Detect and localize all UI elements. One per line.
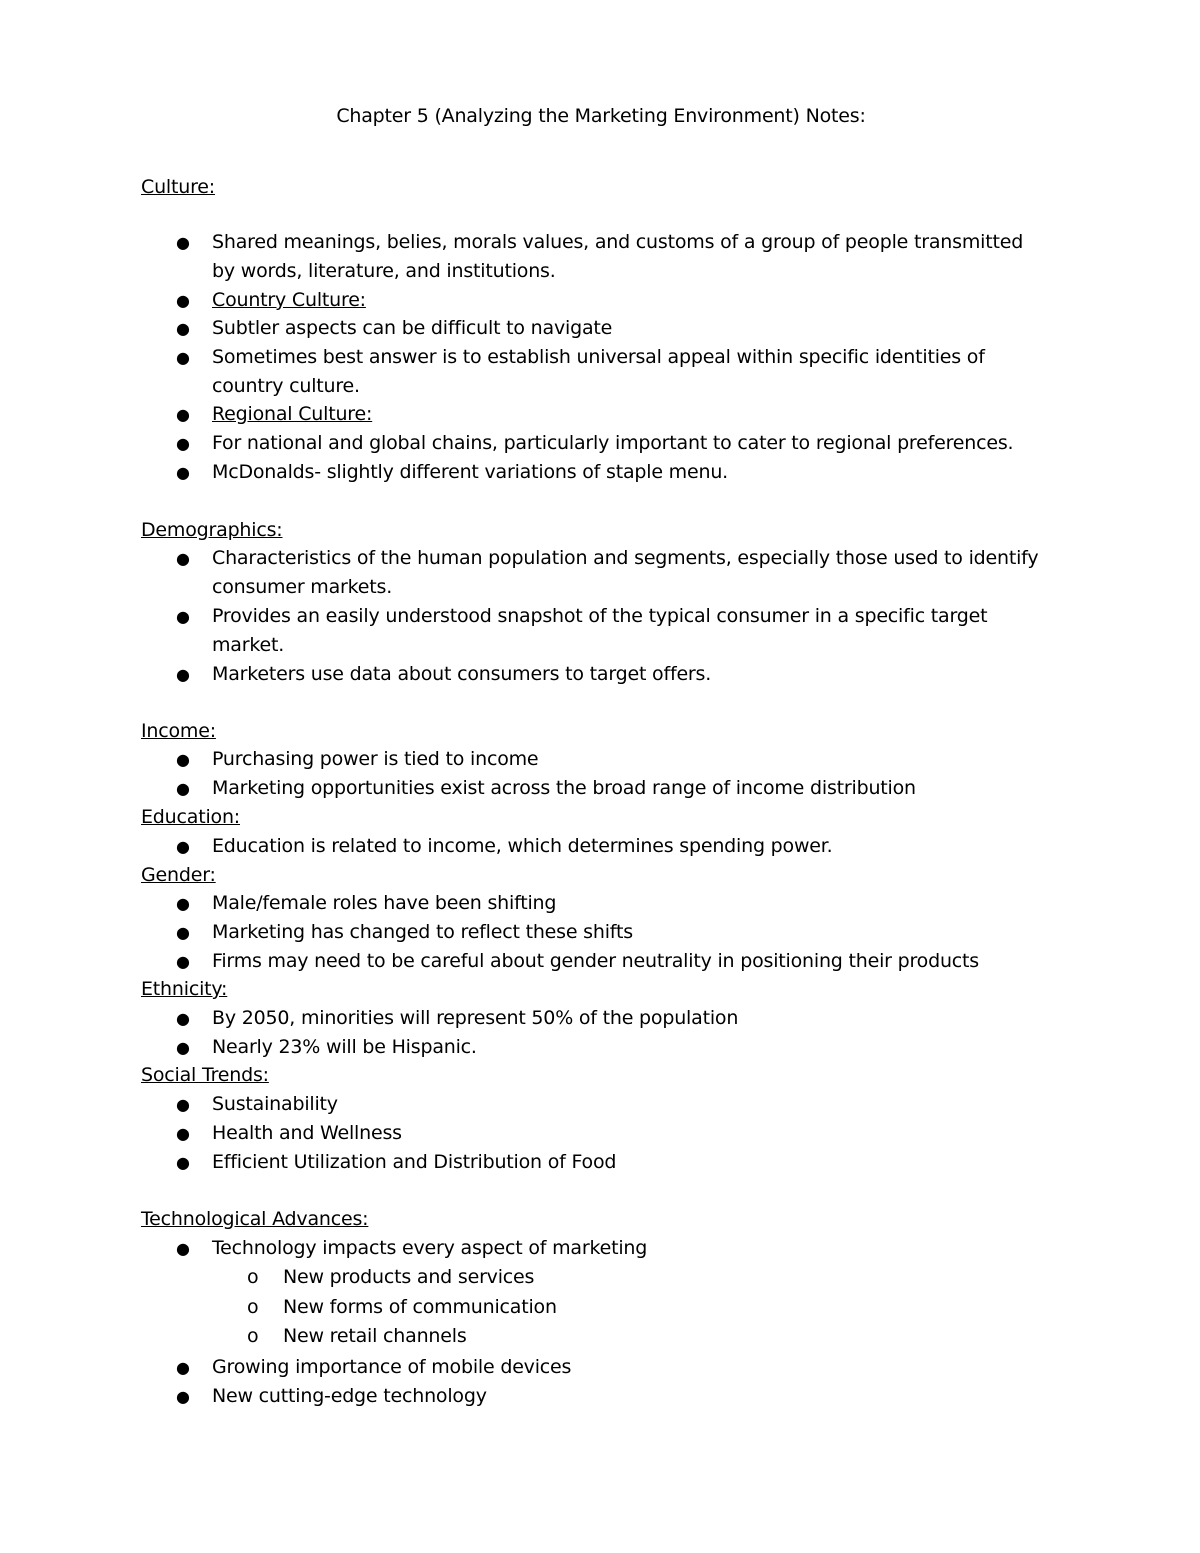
section-heading-culture: Culture:	[141, 176, 215, 198]
bullet-icon: ●	[176, 1124, 190, 1143]
list-item-text: Education is related to income, which determines spending power.	[212, 835, 833, 857]
list-item-text: Firms may need to be careful about gender neutrality in positioning their products	[212, 950, 979, 972]
bullet-icon: ●	[176, 607, 190, 626]
bullet-icon: ●	[176, 291, 190, 310]
bullet-icon: ●	[176, 434, 190, 453]
list-item-text: Subtler aspects can be difficult to navigate	[212, 317, 613, 339]
list-item-text: country culture.	[212, 375, 360, 397]
section-heading-demographics: Demographics:	[141, 519, 283, 541]
list-item-text: market.	[212, 634, 285, 656]
list-item-text: Shared meanings, belies, morals values, and customs of a group of people transmitted	[212, 231, 1024, 253]
list-item-text: Provides an easily understood snapshot of the typical consumer in a specific target	[212, 605, 988, 627]
list-item-text: Marketers use data about consumers to target offers.	[212, 663, 712, 685]
list-item-text: New cutting-edge technology	[212, 1385, 487, 1407]
list-item-text: by words, literature, and institutions.	[212, 260, 556, 282]
list-item-text: consumer markets.	[212, 576, 393, 598]
list-item-text: Purchasing power is tied to income	[212, 748, 539, 770]
list-item-text: Nearly 23% will be Hispanic.	[212, 1036, 477, 1058]
bullet-icon: ●	[176, 894, 190, 913]
bullet-icon: ●	[176, 1387, 190, 1406]
section-heading-income: Income:	[141, 720, 216, 742]
list-item-text: McDonalds- slightly different variations of staple menu.	[212, 461, 728, 483]
section-heading-ethnicity: Ethnicity:	[141, 978, 228, 1000]
list-item-text: Efficient Utilization and Distribution of Food	[212, 1151, 617, 1173]
sub-bullet-icon: o	[247, 1266, 259, 1288]
section-heading-education: Education:	[141, 806, 240, 828]
section-heading-social-trends: Social Trends:	[141, 1064, 269, 1086]
subheading-country-culture: Country Culture:	[212, 289, 366, 311]
list-item-text: For national and global chains, particularly important to cater to regional preferences.	[212, 432, 1014, 454]
bullet-icon: ●	[176, 1153, 190, 1172]
bullet-icon: ●	[176, 779, 190, 798]
subheading-regional-culture: Regional Culture:	[212, 403, 373, 425]
list-item-text: Technology impacts every aspect of marketing	[212, 1237, 648, 1259]
list-item-text: By 2050, minorities will represent 50% of the population	[212, 1007, 739, 1029]
bullet-icon: ●	[176, 837, 190, 856]
bullet-icon: ●	[176, 348, 190, 367]
bullet-icon: ●	[176, 1358, 190, 1377]
section-heading-technological-advances: Technological Advances:	[141, 1208, 369, 1230]
bullet-icon: ●	[176, 923, 190, 942]
sub-bullet-icon: o	[247, 1325, 259, 1347]
bullet-icon: ●	[176, 1038, 190, 1057]
list-item-text: Growing importance of mobile devices	[212, 1356, 572, 1378]
sub-bullet-icon: o	[247, 1296, 259, 1318]
bullet-icon: ●	[176, 665, 190, 684]
bullet-icon: ●	[176, 1009, 190, 1028]
list-item-text: Male/female roles have been shifting	[212, 892, 557, 914]
list-item-text: Marketing has changed to reflect these shifts	[212, 921, 633, 943]
list-item-text: Characteristics of the human population and segments, especially those used to identify	[212, 547, 1039, 569]
bullet-icon: ●	[176, 405, 190, 424]
sub-list-item-text: New retail channels	[283, 1325, 467, 1347]
bullet-icon: ●	[176, 549, 190, 568]
bullet-icon: ●	[176, 319, 190, 338]
list-item-text: Sustainability	[212, 1093, 338, 1115]
bullet-icon: ●	[176, 750, 190, 769]
section-heading-gender: Gender:	[141, 864, 216, 886]
list-item-text: Sometimes best answer is to establish universal appeal within specific identities of	[212, 346, 985, 368]
page-title: Chapter 5 (Analyzing the Marketing Environment) Notes:	[336, 105, 866, 127]
bullet-icon: ●	[176, 463, 190, 482]
sub-list-item-text: New forms of communication	[283, 1296, 557, 1318]
bullet-icon: ●	[176, 1095, 190, 1114]
list-item-text: Health and Wellness	[212, 1122, 402, 1144]
sub-list-item-text: New products and services	[283, 1266, 535, 1288]
list-item-text: Marketing opportunities exist across the broad range of income distribution	[212, 777, 916, 799]
bullet-icon: ●	[176, 233, 190, 252]
bullet-icon: ●	[176, 1239, 190, 1258]
bullet-icon: ●	[176, 952, 190, 971]
